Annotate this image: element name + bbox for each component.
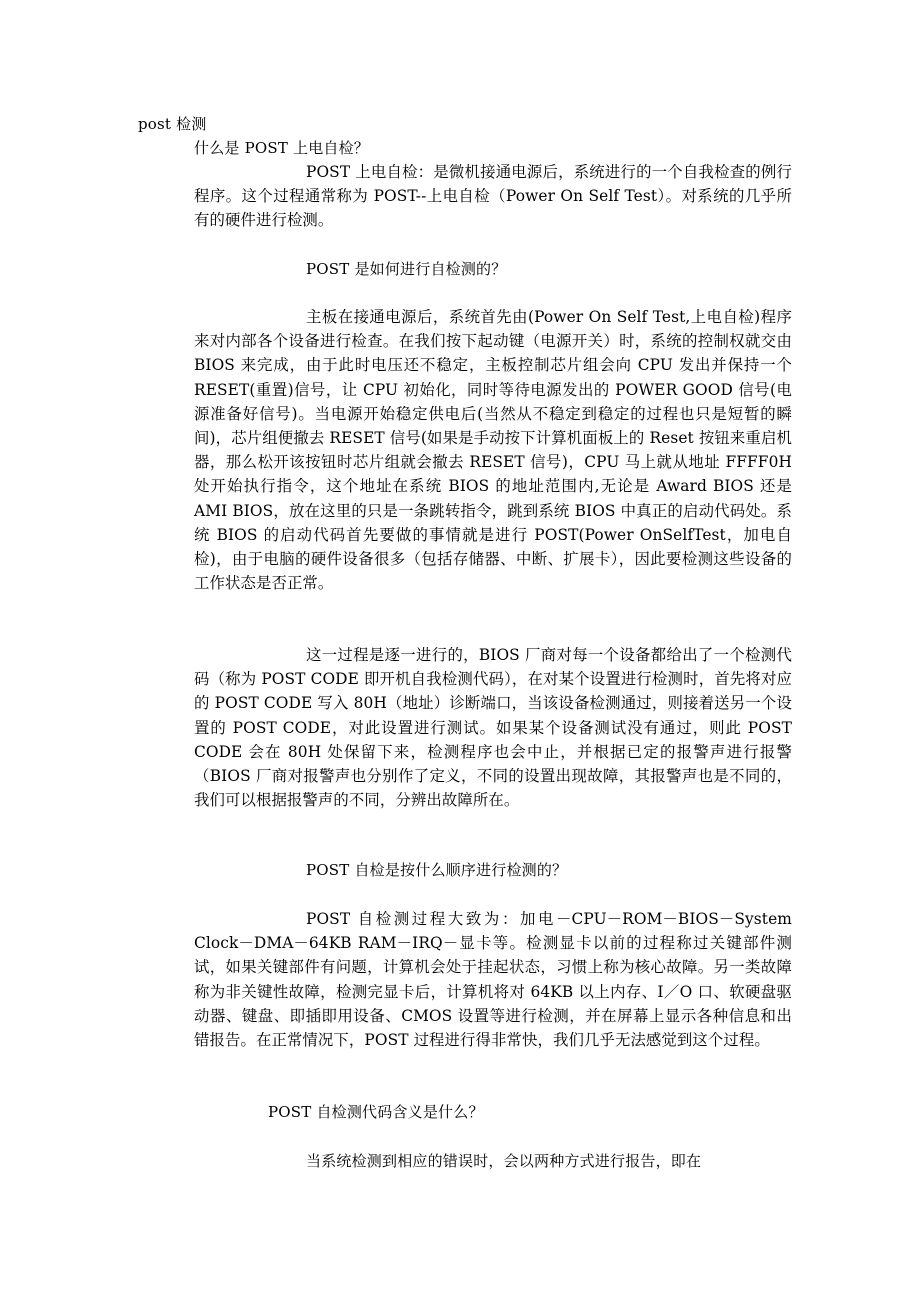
document-title: post 检测	[138, 115, 207, 133]
paragraph-post-definition: POST 上电自检：是微机接通电源后，系统进行的一个自我检查的例行程序。这个过程通常称为 POST--上电自检（Power On Self Test）。对系统的几乎所有的硬件进行检测。	[194, 163, 792, 230]
paragraph-error-report: 当系统检测到相应的错误时，会以两种方式进行报告，即在	[306, 1152, 702, 1170]
paragraph-post-order: POST 自检测过程大致为：加电－CPU－ROM－BIOS－System Clock－DMA－64KB RAM－IRQ－显卡等。检测显卡以前的过程称过关键部件测试，如果关键部件有问题，计算机会处于挂起状态，习惯上称为核心故障。另一类故障称为非关键性故障，检测完显卡后，计算机将对 64KB 以上内存、I／O 口、软硬盘驱动器、键盘、即插即用设备、CMOS 设置等进行检测，并在屏幕上显示各种信息和出错报告。在正常情况下，POST 过程进行得非常快，我们几乎无法感觉到这个过程。	[194, 910, 792, 1050]
question-post-code-meaning: POST 自检测代码含义是什么？	[268, 1103, 484, 1121]
question-how-post-works: POST 是如何进行自检测的？	[306, 260, 507, 278]
paragraph-post-code: 这一过程是逐一进行的，BIOS 厂商对每一个设备都给出了一个检测代码（称为 POST CODE 即开机自我检测代码），在对某个设置进行检测时，首先将对应的 POST CODE 写入 80H（地址）诊断端口，当该设备检测通过，则接着送另一个设置的 POST CODE，对此设置进行测试。如果某个设备测试没有通过，则此 POST CODE 会在 80H 处保留下来，检测程序也会中止，并根据已定的报警声进行报警（BIOS 厂商对报警声也分别作了定义，不同的设置出现故障，其报警声也是不同的，我们可以根据报警声的不同，分辨出故障所在。	[194, 646, 792, 810]
question-post-order: POST 自检是按什么顺序进行检测的？	[306, 861, 568, 879]
paragraph-post-process: 主板在接通电源后，系统首先由(Power On Self Test,上电自检)程序来对内部各个设备进行检查。在我们按下起动键（电源开关）时，系统的控制权就交由 BIOS 来完成，由于此时电压还不稳定，主板控制芯片组会向 CPU 发出并保持一个 RESET(重置)信号，让 CPU 初始化，同时等待电源发出的 POWER GOOD 信号(电源准备好信号)。当电源开始稳定供电后(当然从不稳定到稳定的过程也只是短暂的瞬间)，芯片组便撤去 RESET 信号(如果是手动按下计算机面板上的 Reset 按钮来重启机器，那么松开该按钮时芯片组就会撤去 RESET 信号)，CPU 马上就从地址 FFFF0H 处开始执行指令，这个地址在系统 BIOS 的地址范围内,无论是 Award BIOS 还是 AMI BIOS，放在这里的只是一条跳转指令，跳到系统 BIOS 中真正的启动代码处。系统 BIOS 的启动代码首先要做的事情就是进行 POST(Power OnSelfTest，加电自检)，由于电脑的硬件设备很多（包括存储器、中断、扩展卡），因此要检测这些设备的工作状态是否正常。	[194, 308, 792, 593]
question-what-is-post: 什么是 POST 上电自检？	[194, 139, 370, 157]
